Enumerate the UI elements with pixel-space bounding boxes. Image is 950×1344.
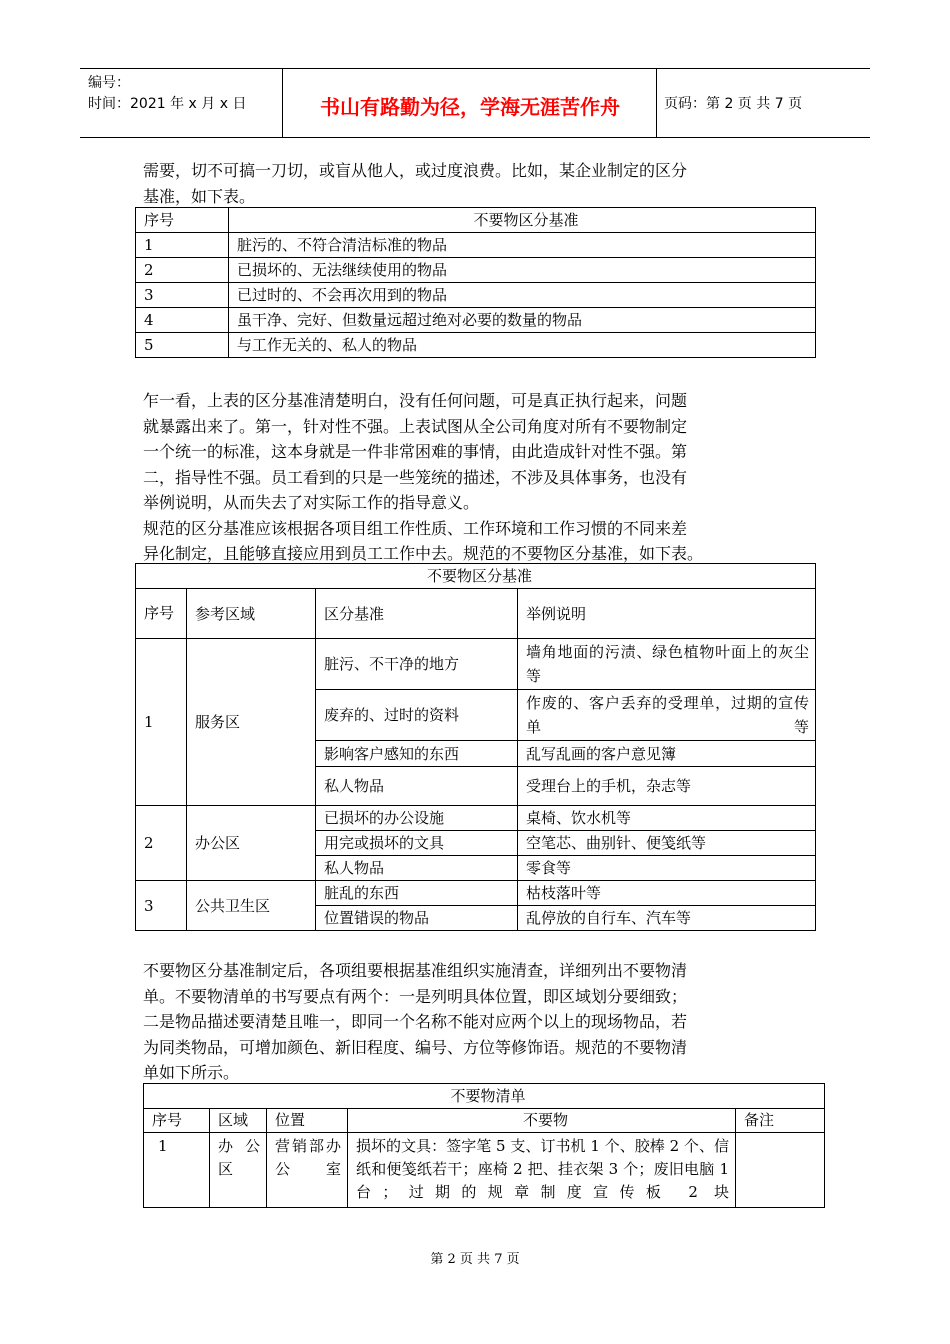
header-divider	[656, 69, 657, 137]
table-row	[136, 333, 816, 358]
example-cell: 枯枝落叶等	[518, 881, 816, 906]
criteria-cell: 位置错误的物品	[316, 906, 518, 931]
table-row	[136, 881, 816, 906]
row-number: 3	[136, 881, 187, 931]
text-line: 规范的区分基准应该根据各项目组工作性质、工作环境和工作习惯的不同来差	[143, 518, 688, 538]
list-intro-paragraph	[143, 958, 809, 1086]
text-line: 单。不要物清单的书写要点有两个：一是列明具体位置，即区域划分要细致；	[143, 986, 688, 1006]
example-cell: 墙角地面的污渍、绿色植物叶面上的灰尘等	[518, 639, 816, 690]
number-label: 编号：	[88, 75, 130, 91]
row-number: 4	[136, 308, 229, 333]
page-footer: 第 2 页 共 7 页	[430, 1252, 520, 1267]
criteria-cell: 虽干净、完好、但数量远超过绝对必要的数量的物品	[229, 308, 816, 333]
row-number: 1	[136, 639, 187, 806]
example-cell: 作废的、客户丢弃的受理单，过期的宣传单等	[518, 690, 816, 741]
page-header	[80, 68, 870, 138]
header-divider	[282, 69, 283, 137]
unwanted-items-table	[143, 1083, 825, 1208]
table-caption: 不要物清单	[144, 1084, 825, 1109]
table-caption-row	[144, 1084, 825, 1109]
area-cell: 公共卫生区	[187, 881, 316, 931]
row-number: 3	[136, 283, 229, 308]
criteria-cell: 废弃的、过时的资料	[316, 690, 518, 741]
criteria-cell: 已过时的、不会再次用到的物品	[229, 283, 816, 308]
table-row	[136, 233, 816, 258]
header-meta	[88, 73, 246, 115]
text-line: 乍一看，上表的区分基准清楚明白，没有任何问题，可是真正执行起来，问题	[143, 391, 688, 410]
items-cell: 损坏的文具：签字笔 5 支、订书机 1 个、胶棒 2 个、信纸和便笺纸若干；座椅 2 把、挂衣架 3 个；废旧电脑 1 台；过期的规章制度宣传板 2 块	[348, 1133, 736, 1208]
criteria-cell: 已损坏的办公设施	[316, 806, 518, 831]
criteria-cell: 影响客户感知的东西	[316, 741, 518, 767]
header-motto: 书山有路勤为径，学海无涯苦作舟	[320, 95, 620, 119]
location-cell: 营销部办公室	[267, 1133, 348, 1208]
table-header-row	[136, 589, 816, 639]
example-cell: 乱写乱画的客户意见簿	[518, 741, 816, 767]
table-caption: 不要物区分基准	[136, 564, 816, 589]
criteria-cell: 私人物品	[316, 767, 518, 806]
table-row	[136, 258, 816, 283]
text-line: 异化制定，且能够直接应用到员工工作中去。规范的不要物区分基准，如下表。	[143, 544, 704, 563]
header-cell: 位置	[267, 1109, 348, 1133]
time-label: 时间：2021 年 x 月 x 日	[88, 96, 247, 112]
criteria-cell: 私人物品	[316, 856, 518, 881]
table-caption-row	[136, 564, 816, 589]
example-cell: 受理台上的手机，杂志等	[518, 767, 816, 806]
example-cell: 零食等	[518, 856, 816, 881]
header-page-number: 页码：第 2 页 共 7 页	[664, 96, 803, 112]
criteria-cell: 脏乱的东西	[316, 881, 518, 906]
table-row	[144, 1133, 825, 1208]
row-number: 2	[136, 258, 229, 283]
text-line: 一个统一的标准，这本身就是一件非常困难的事情，由此造成针对性不强。第	[143, 442, 688, 461]
area-cell: 服务区	[187, 639, 316, 806]
criteria-cell: 与工作无关的、私人的物品	[229, 333, 816, 358]
note-cell	[736, 1133, 825, 1208]
header-cell: 不要物	[348, 1109, 736, 1133]
row-number: 5	[136, 333, 229, 358]
table-row	[136, 639, 816, 690]
standard-criteria-table	[135, 563, 816, 931]
table-header-row	[136, 208, 816, 233]
example-cell: 乱停放的自行车、汽车等	[518, 906, 816, 931]
intro-paragraph	[143, 158, 809, 209]
header-cell: 备注	[736, 1109, 825, 1133]
text-line: 二是物品描述要清楚且唯一，即同一个名称不能对应两个以上的现场物品，若	[143, 1012, 688, 1031]
area-cell: 办公区	[210, 1133, 267, 1208]
header-cell: 区分基准	[316, 589, 518, 639]
text-line: 需要，切不可搞一刀切，或盲从他人，或过度浪费。比如，某企业制定的区分	[143, 161, 688, 180]
table-row	[136, 308, 816, 333]
table-row	[136, 283, 816, 308]
criteria-cell: 脏污的、不符合清洁标准的物品	[229, 233, 816, 258]
header-cell: 参考区域	[187, 589, 316, 639]
criteria-cell: 用完或损坏的文具	[316, 831, 518, 856]
header-cell: 序号	[136, 589, 187, 639]
text-line: 不要物区分基准制定后，各项组要根据基准组织实施清查，详细列出不要物清	[143, 961, 688, 980]
row-number: 2	[136, 806, 187, 881]
example-cell: 桌椅、饮水机等	[518, 806, 816, 831]
text-line: 二，指导性不强。员工看到的只是一些笼统的描述，不涉及具体事务，也没有	[143, 467, 688, 487]
criteria-cell: 已损坏的、无法继续使用的物品	[229, 258, 816, 283]
header-cell: 序号	[136, 208, 229, 233]
header-cell: 举例说明	[518, 589, 816, 639]
text-line: 单如下所示。	[143, 1063, 240, 1082]
header-cell: 不要物区分基准	[229, 208, 816, 233]
area-cell: 办公区	[187, 806, 316, 881]
row-number: 1	[136, 233, 229, 258]
analysis-paragraph	[143, 388, 809, 567]
text-line: 举例说明，从而失去了对实际工作的指导意义。	[143, 493, 480, 512]
text-line: 基准，如下表。	[143, 186, 256, 206]
table-header-row	[144, 1109, 825, 1133]
criteria-table	[135, 207, 816, 358]
header-cell: 序号	[144, 1109, 210, 1133]
row-number: 1	[144, 1133, 210, 1208]
example-cell: 空笔芯、曲别针、便笺纸等	[518, 831, 816, 856]
table-row	[136, 806, 816, 831]
text-line: 为同类物品，可增加颜色、新旧程度、编号、方位等修饰语。规范的不要物清	[143, 1037, 688, 1057]
text-line: 就暴露出来了。第一，针对性不强。上表试图从全公司角度对所有不要物制定	[143, 416, 688, 436]
header-cell: 区域	[210, 1109, 267, 1133]
criteria-cell: 脏污、不干净的地方	[316, 639, 518, 690]
